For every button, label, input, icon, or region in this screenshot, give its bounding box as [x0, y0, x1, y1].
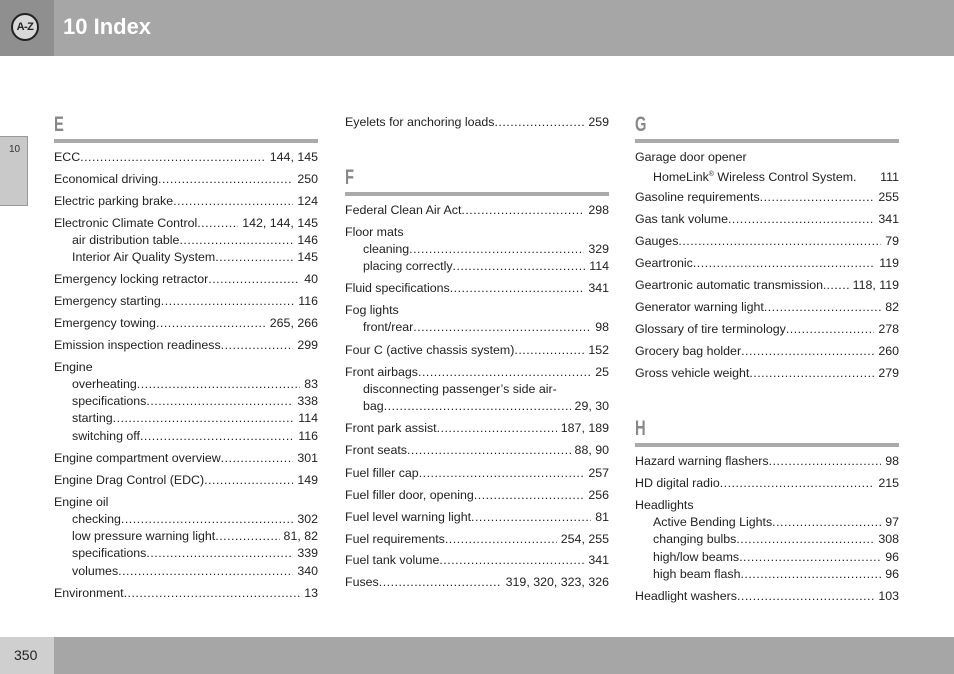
entry-page-numbers[interactable]: 149	[297, 473, 318, 487]
entry-text: Gas tank volume	[635, 212, 728, 226]
entry-page-numbers[interactable]: 265, 266	[269, 316, 318, 330]
entry-text: Fuel filler cap	[345, 466, 419, 480]
index-subentry[interactable]	[54, 393, 318, 410]
entry-page-numbers[interactable]: 97	[885, 515, 899, 529]
section-letter-heading	[635, 417, 899, 447]
index-entry	[345, 302, 609, 319]
entry-page-numbers[interactable]: 341	[588, 553, 609, 567]
entry-page-numbers[interactable]: 83	[304, 377, 318, 391]
entry-text: cleaning	[363, 242, 410, 256]
index-entry[interactable]	[54, 472, 318, 489]
leader-dots	[826, 277, 848, 294]
entry-text: Emergency towing	[54, 316, 156, 330]
index-entry[interactable]	[345, 574, 609, 591]
index-entry[interactable]	[635, 588, 899, 605]
entry-page-numbers[interactable]: 144, 145	[269, 150, 318, 164]
entry-page-numbers[interactable]: 329	[588, 242, 609, 256]
entry-text: Generator warning light	[635, 300, 764, 314]
leader-dots	[419, 465, 585, 482]
entry-text: Garage door opener	[635, 150, 747, 164]
entry-text: Gross vehicle weight	[635, 366, 750, 380]
entry-page-numbers[interactable]: 82	[885, 300, 899, 314]
leader-dots	[453, 258, 586, 275]
entry-page-numbers[interactable]: 116	[298, 429, 318, 443]
entry-text: Front seats	[345, 443, 407, 457]
leader-dots	[494, 114, 584, 131]
leader-dots	[739, 549, 881, 566]
leader-dots	[146, 545, 293, 562]
index-entry[interactable]	[345, 487, 609, 504]
index-subentry[interactable]	[54, 511, 318, 528]
entry-text: Hazard warning flashers	[635, 454, 769, 468]
leader-dots	[741, 343, 874, 360]
index-entry[interactable]	[635, 475, 899, 492]
leader-dots	[158, 171, 293, 188]
entry-page-numbers[interactable]: 260	[878, 344, 899, 358]
index-entry[interactable]	[635, 189, 899, 206]
leader-dots	[445, 531, 557, 548]
entry-text: Environment	[54, 586, 124, 600]
leader-dots	[728, 211, 874, 228]
index-entry	[635, 149, 899, 166]
leader-dots	[439, 552, 584, 569]
entry-text: Four C (active chassis system)	[345, 343, 515, 357]
entry-page-numbers[interactable]: 256	[588, 488, 609, 502]
entry-text: Fuel requirements	[345, 532, 445, 546]
leader-dots	[764, 299, 881, 316]
section-letter: E	[54, 113, 64, 136]
entry-text: Electric parking brake	[54, 194, 174, 208]
index-entry[interactable]	[54, 149, 318, 166]
entry-page-numbers[interactable]: 98	[885, 454, 899, 468]
index-subentry[interactable]	[345, 398, 609, 415]
leader-dots	[769, 453, 882, 470]
leader-dots	[736, 531, 874, 548]
entry-text: volumes	[72, 564, 119, 578]
a-z-index-icon: A-Z	[11, 13, 39, 41]
index-entry[interactable]	[54, 215, 318, 232]
entry-page-numbers[interactable]: 40	[304, 272, 318, 286]
entry-text: Geartronic automatic transmission.	[635, 278, 827, 292]
leader-dots	[450, 280, 585, 297]
entry-text: Engine compartment overview	[54, 451, 221, 465]
index-entry[interactable]	[54, 271, 318, 288]
entry-page-numbers[interactable]: 215	[878, 476, 899, 490]
entry-page-numbers[interactable]: 88, 90	[574, 443, 609, 457]
entry-text: Engine oil	[54, 495, 109, 509]
index-subentry[interactable]	[54, 410, 318, 427]
chapter-header	[0, 0, 954, 56]
entry-text: Glossary of tire terminology	[635, 322, 786, 336]
entry-page-numbers[interactable]: 298	[588, 203, 609, 217]
entry-text: Electronic Climate Control	[54, 216, 198, 230]
entry-text: placing correctly	[363, 259, 453, 273]
index-entry[interactable]	[345, 420, 609, 437]
leader-dots	[461, 202, 584, 219]
entry-text: Fuel filler door, opening	[345, 488, 474, 502]
index-entry[interactable]	[345, 509, 609, 526]
entry-page-numbers[interactable]: 29, 30	[574, 399, 609, 413]
index-subentry[interactable]	[635, 531, 899, 548]
index-entry[interactable]	[54, 585, 318, 602]
leader-dots	[124, 585, 301, 602]
leader-dots	[749, 365, 874, 382]
entry-page-numbers[interactable]: 302	[297, 512, 318, 526]
index-entry[interactable]	[345, 552, 609, 569]
entry-text: Floor mats	[345, 225, 404, 239]
entry-text: HD digital radio	[635, 476, 720, 490]
entry-text: HomeLink® Wireless Control System.	[653, 170, 857, 185]
leader-dots	[413, 319, 591, 336]
entry-text: Engine	[54, 360, 93, 374]
index-entry[interactable]	[635, 343, 899, 360]
index-entry[interactable]	[54, 337, 318, 354]
index-subentry[interactable]	[635, 549, 899, 566]
entry-page-numbers[interactable]: 340	[297, 564, 318, 578]
leader-dots	[140, 428, 294, 445]
entry-page-numbers[interactable]: 338	[297, 394, 318, 408]
index-entry[interactable]	[635, 255, 899, 272]
leader-dots	[161, 293, 294, 310]
leader-dots	[156, 315, 266, 332]
section-letter-heading	[635, 113, 899, 143]
section-letter: G	[635, 113, 647, 136]
index-entry[interactable]	[345, 280, 609, 297]
entry-page-numbers[interactable]: 119	[879, 256, 899, 270]
entry-text: Interior Air Quality System	[72, 250, 216, 264]
entry-page-numbers[interactable]: 339	[297, 546, 318, 560]
leader-dots	[215, 249, 293, 266]
entry-text: air distribution table	[72, 233, 180, 247]
chapter-title: 10 Index	[63, 14, 152, 39]
entry-text: Front airbags	[345, 365, 419, 379]
index-entry[interactable]	[345, 442, 609, 459]
entry-page-numbers[interactable]: 96	[885, 550, 899, 564]
entry-page-numbers[interactable]: 96	[885, 567, 899, 581]
entry-text: Fuel level warning light	[345, 510, 472, 524]
index-entry[interactable]	[345, 114, 609, 131]
index-subentry[interactable]	[635, 566, 899, 583]
leader-dots	[471, 509, 591, 526]
entry-text: Emission inspection readiness	[54, 338, 221, 352]
entry-text: high beam flash	[653, 567, 741, 581]
entry-text: bag	[363, 399, 384, 413]
entry-page-numbers[interactable]: 341	[878, 212, 899, 226]
index-icon-box	[0, 0, 54, 56]
index-entry[interactable]	[635, 277, 899, 294]
page-number-box	[0, 637, 54, 674]
index-entry[interactable]	[635, 365, 899, 382]
index-entry[interactable]	[635, 299, 899, 316]
entry-page-numbers[interactable]: 255	[878, 190, 899, 204]
entry-text: Economical driving	[54, 172, 158, 186]
entry-page-numbers[interactable]: 114	[298, 411, 318, 425]
index-entry	[54, 359, 318, 376]
entry-text: Fuses	[345, 575, 379, 589]
entry-page-numbers[interactable]: 116	[298, 294, 318, 308]
entry-page-numbers[interactable]: 98	[595, 320, 609, 334]
leader-dots	[737, 588, 874, 605]
entry-page-numbers[interactable]: 187, 189	[560, 421, 609, 435]
leader-dots	[137, 376, 300, 393]
index-entry[interactable]	[345, 531, 609, 548]
entry-text: starting	[72, 411, 113, 425]
leader-dots	[407, 442, 571, 459]
entry-text: Grocery bag holder	[635, 344, 742, 358]
leader-dots	[221, 450, 294, 467]
entry-page-numbers[interactable]: 145	[297, 250, 318, 264]
entry-page-numbers[interactable]: 250	[297, 172, 318, 186]
entry-page-numbers[interactable]: 142, 144, 145	[242, 216, 318, 230]
entry-page-numbers[interactable]: 254, 255	[560, 532, 609, 546]
entry-page-numbers[interactable]: 25	[595, 365, 609, 379]
entry-page-numbers[interactable]: 124	[297, 194, 318, 208]
leader-dots	[720, 475, 875, 492]
entry-text: Federal Clean Air Act	[345, 203, 462, 217]
entry-page-numbers[interactable]: 341	[588, 281, 609, 295]
entry-page-numbers[interactable]: 146	[297, 233, 318, 247]
entry-text: front/rear	[363, 320, 414, 334]
section-letter: H	[635, 417, 646, 440]
leader-dots	[208, 271, 300, 288]
section-letter: F	[345, 166, 354, 189]
index-entry[interactable]	[345, 364, 609, 381]
entry-text: Emergency locking retractor	[54, 272, 209, 286]
index-subentry[interactable]	[54, 428, 318, 445]
index-entry[interactable]	[635, 211, 899, 228]
index-entry[interactable]	[54, 171, 318, 188]
entry-page-numbers[interactable]: 13	[304, 586, 318, 600]
index-entry[interactable]	[54, 193, 318, 210]
leader-dots	[740, 566, 881, 583]
entry-text: specifications	[72, 546, 147, 560]
index-entry[interactable]	[54, 450, 318, 467]
entry-text: Geartronic	[635, 256, 693, 270]
entry-text: switching off	[72, 429, 140, 443]
index-subentry[interactable]	[54, 232, 318, 249]
leader-dots	[215, 528, 279, 545]
leader-dots	[173, 193, 293, 210]
leader-dots	[118, 563, 293, 580]
leader-dots	[514, 342, 584, 359]
entry-page-numbers[interactable]: 118, 119	[852, 278, 899, 292]
leader-dots	[772, 514, 881, 531]
index-subentry[interactable]	[635, 166, 899, 183]
index-subentry[interactable]	[54, 563, 318, 580]
leader-dots	[474, 487, 585, 504]
entry-text: disconnecting passenger’s side air-	[363, 382, 557, 396]
leader-dots	[121, 511, 293, 528]
leader-dots	[80, 149, 266, 166]
entry-page-numbers[interactable]: 319, 320, 323, 326	[505, 575, 609, 589]
leader-dots	[678, 233, 881, 250]
index-subentry[interactable]	[345, 258, 609, 275]
entry-page-numbers[interactable]: 152	[588, 343, 609, 357]
entry-text: Emergency starting	[54, 294, 161, 308]
index-entry	[345, 224, 609, 241]
entry-text: Headlights	[635, 498, 694, 512]
chapter-tab[interactable]	[0, 136, 28, 206]
entry-text: changing bulbs	[653, 532, 737, 546]
entry-text: low pressure warning light	[72, 529, 216, 543]
index-entry[interactable]	[345, 202, 609, 219]
index-subentry[interactable]	[54, 249, 318, 266]
entry-text: Fluid specifications	[345, 281, 450, 295]
index-subentry[interactable]	[345, 241, 609, 258]
leader-dots	[409, 241, 584, 258]
leader-dots	[379, 574, 502, 591]
leader-dots	[204, 472, 293, 489]
entry-page-numbers[interactable]: 279	[878, 366, 899, 380]
entry-text: overheating	[72, 377, 137, 391]
index-subentry[interactable]	[54, 376, 318, 393]
page-number: 350	[14, 647, 38, 663]
index-subentry[interactable]	[345, 319, 609, 336]
section-letter-heading	[54, 113, 318, 143]
leader-dots	[384, 398, 571, 415]
leader-dots	[786, 321, 875, 338]
entry-text: high/low beams	[653, 550, 740, 564]
entry-page-numbers[interactable]: 278	[878, 322, 899, 336]
index-subentry[interactable]	[54, 528, 318, 545]
index-entry[interactable]	[635, 233, 899, 250]
entry-page-numbers[interactable]: 301	[297, 451, 318, 465]
leader-dots	[418, 364, 591, 381]
index-entry	[635, 497, 899, 514]
leader-dots	[760, 189, 875, 206]
entry-page-numbers[interactable]: 299	[297, 338, 318, 352]
index-entry[interactable]	[635, 453, 899, 470]
entry-text: Headlight washers	[635, 589, 737, 603]
entry-page-numbers[interactable]: 79	[885, 234, 899, 248]
index-entry[interactable]	[54, 315, 318, 332]
entry-text: specifications	[72, 394, 147, 408]
entry-page-numbers[interactable]: 111	[880, 170, 899, 185]
leader-dots	[113, 410, 295, 427]
entry-text: Eyelets for anchoring loads	[345, 115, 495, 129]
leader-dots	[179, 232, 293, 249]
index-subentry[interactable]	[635, 514, 899, 531]
entry-page-numbers[interactable]: 81, 82	[283, 529, 318, 543]
entry-text: Active Bending Lights	[653, 515, 773, 529]
entry-text: ECC	[54, 150, 81, 164]
entry-text: Fog lights	[345, 303, 399, 317]
entry-text: Gasoline requirements	[635, 190, 760, 204]
section-letter-heading	[345, 166, 609, 196]
entry-text: checking	[72, 512, 121, 526]
index-entry[interactable]	[54, 293, 318, 310]
entry-page-numbers[interactable]: 259	[588, 115, 609, 129]
entry-page-numbers[interactable]: 103	[878, 589, 899, 603]
index-subentry	[345, 381, 609, 398]
leader-dots	[437, 420, 557, 437]
leader-dots	[693, 255, 875, 272]
entry-page-numbers[interactable]: 257	[588, 466, 609, 480]
index-entry[interactable]	[345, 465, 609, 482]
index-subentry[interactable]	[54, 545, 318, 562]
entry-text: Fuel tank volume	[345, 553, 440, 567]
entry-page-numbers[interactable]: 81	[595, 510, 609, 524]
index-entry[interactable]	[635, 321, 899, 338]
index-entry	[54, 494, 318, 511]
entry-text: Front park assist	[345, 421, 437, 435]
leader-dots	[197, 215, 238, 232]
entry-page-numbers[interactable]: 308	[878, 532, 899, 546]
entry-page-numbers[interactable]: 114	[589, 259, 609, 273]
entry-text: Engine Drag Control (EDC)	[54, 473, 205, 487]
chapter-tab-label: 10	[9, 144, 21, 155]
leader-dots	[221, 337, 294, 354]
page-footer	[0, 637, 954, 674]
leader-dots	[146, 393, 293, 410]
index-entry[interactable]	[345, 342, 609, 359]
entry-text: Gauges	[635, 234, 679, 248]
